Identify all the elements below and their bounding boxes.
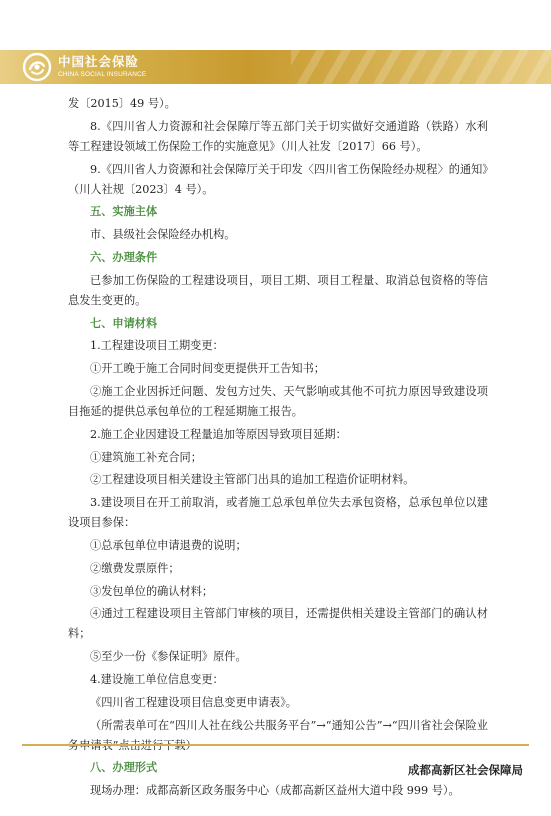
list-item: ③发包单位的确认材料； [90, 584, 214, 598]
list-item: ⑤至少一份《参保证明》原件。 [90, 650, 247, 664]
section-heading-conditions: 六、办理条件 [90, 250, 158, 264]
section-heading-materials: 七、申请材料 [90, 316, 158, 330]
section-heading-implementing-body: 五、实施主体 [90, 205, 158, 219]
list-item: ①总承包单位申请退费的说明； [90, 538, 247, 552]
header-decorative-stripes [291, 50, 551, 84]
social-insurance-emblem-icon [22, 52, 52, 82]
paragraph: 已参加工伤保险的工程建设项目，项目工期、项目工程量、取消总包资格的等信息发生变更的。 [68, 273, 488, 307]
list-item: ②施工企业因拆迁问题、发包方过失、天气影响或其他不可抗力原因导致建设项目拖延的提供总承包单位的工程延期施工报告。 [68, 384, 488, 418]
paragraph: 9.《四川省人力资源和社会保障厅关于印发〈四川省工伤保险经办规程〉的通知》（川人社规〔2023〕4 号）。 [68, 162, 488, 196]
paragraph: 1.工程建设项目工期变更： [90, 339, 224, 353]
paragraph: 3.建设项目在开工前取消，或者施工总承包单位失去承包资格，总承包单位以建设项目参保： [68, 496, 488, 530]
paragraph: 4.建设施工单位信息变更： [90, 672, 224, 686]
document-body [68, 94, 488, 804]
list-item: ②缴费发票原件； [90, 561, 180, 575]
logo-english-name: CHINA SOCIAL INSURANCE [58, 70, 147, 78]
list-item: ④通过工程建设项目主管部门审核的项目，还需提供相关建设主管部门的确认材料； [68, 607, 488, 641]
china-social-insurance-logo [22, 49, 146, 84]
page-header [0, 0, 551, 84]
list-item: ②工程建设项目相关建设主管部门出具的追加工程造价证明材料。 [90, 473, 415, 487]
footer-organization: 成都高新区社会保障局 [408, 763, 523, 777]
section-heading-handling-method: 八、办理形式 [90, 761, 158, 775]
paragraph: 现场办理：成都高新区政务服务中心（成都高新区益州大道中段 999 号）。 [90, 784, 460, 798]
paragraph: 2.施工企业因建设工程量追加等原因导致项目延期： [90, 427, 347, 441]
list-item: ①开工晚于施工合同时间变更提供开工告知书； [90, 362, 325, 376]
footer-divider [22, 744, 529, 746]
list-item: ①建筑施工补充合同； [90, 450, 202, 464]
paragraph: 市、县级社会保险经办机构。 [90, 228, 236, 242]
paragraph: 8.《四川省人力资源和社会保障厅等五部门关于切实做好交通道路（铁路）水利等工程建设领域工伤保险工作的实施意见》（川人社发〔2017〕66 号）。 [68, 119, 488, 153]
paragraph: 发〔2015〕49 号）。 [68, 97, 176, 110]
paragraph: 《四川省工程建设项目信息变更申请表》。 [90, 695, 297, 709]
paragraph: （所需表单可在“四川人社在线公共服务平台”→“通知公告”→“四川省社会保险业 [90, 718, 488, 732]
logo-chinese-name: 中国社会保险 [58, 54, 140, 70]
